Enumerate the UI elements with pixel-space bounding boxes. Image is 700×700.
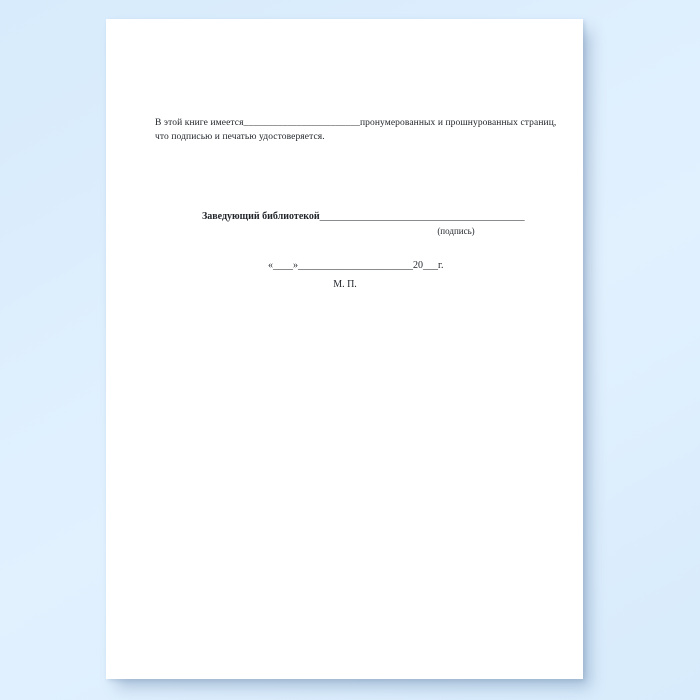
certification-line-1: В этой книге имеется________________________пронумерованных и прошнурованных страниц,: [155, 118, 557, 128]
date-line: «____»_______________________20___г.: [268, 260, 444, 271]
certification-line-2: что подписью и печатью удостоверяется.: [155, 131, 325, 142]
signature-caption: (подпись): [437, 226, 475, 236]
signature-blank-line: _________________________________________: [319, 211, 525, 222]
document-sheet: [106, 19, 583, 679]
certification-statement: [155, 117, 570, 144]
signature-role-label: Заведующий библиотекой: [202, 211, 320, 222]
signature-row: [202, 211, 525, 222]
stamp-placeholder: М. П.: [333, 279, 357, 290]
